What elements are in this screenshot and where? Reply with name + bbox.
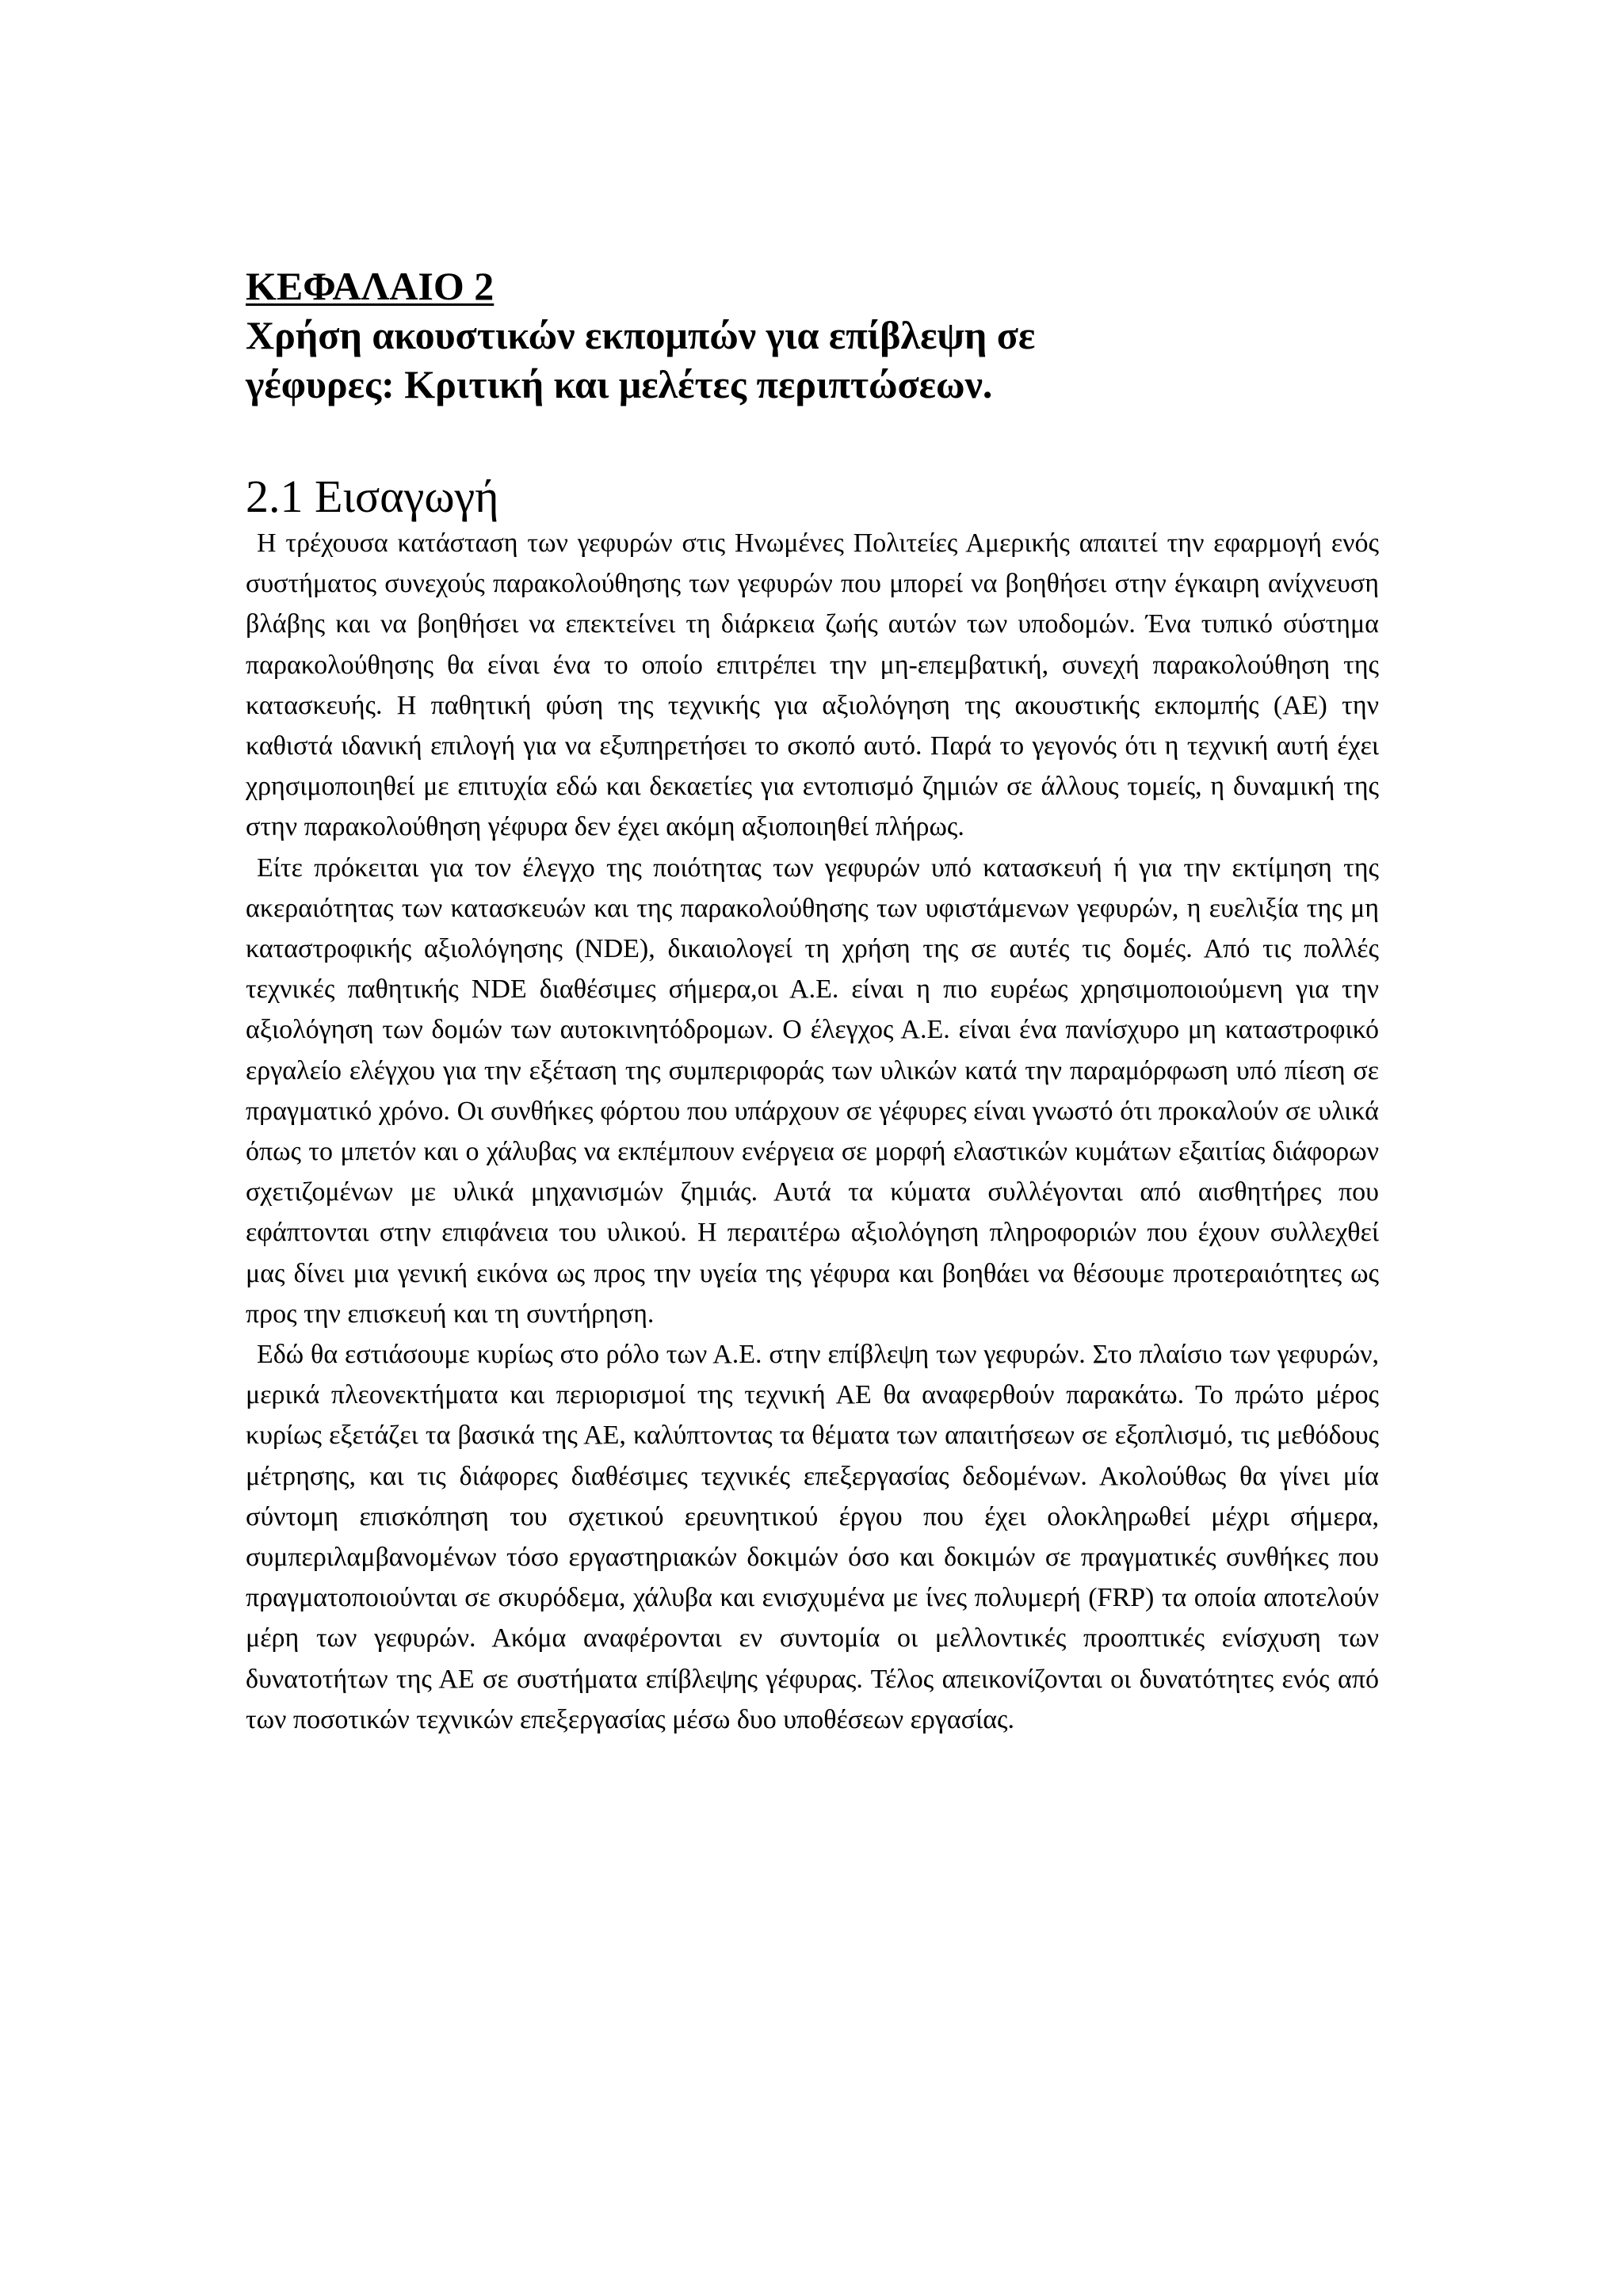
chapter-label: ΚΕΦΑΛΑΙΟ 2	[246, 264, 495, 308]
chapter-title-line-1: Χρήση ακουστικών εκπομπών για επίβλεψη σε	[246, 313, 1036, 357]
page-content	[246, 261, 1379, 1740]
paragraph-2: Είτε πρόκειται για τον έλεγχο της ποιότητας των γεφυρών υπό κατασκευή ή για την εκτίμηση της ακεραιότητας των κατασκευών και της παρακολούθησης των υφιστάμενων γεφυρών, η ευελιξία της μη καταστροφικής αξιολόγησης (NDE), δικαιολογεί τη χρήση της σε αυτές τις δομές. Από τις πολλές τεχνικές παθητικής NDE διαθέσιμες σήμερα,οι Α.Ε. είναι η πιο ευρέως χρησιμοποιούμενη για την αξιολόγηση των δομών των αυτοκινητόδρομων. Ο έλεγχος Α.Ε. είναι ένα πανίσχυρο μη καταστροφικό εργαλείο ελέγχου για την εξέταση της συμπεριφοράς των υλικών κατά την παραμόρφωση υπό πίεση σε πραγματικό χρόνο. Οι συνθήκες φόρτου που υπάρχουν σε γέφυρες είναι γνωστό ότι προκαλούν σε υλικά όπως το μπετόν και ο χάλυβας να εκπέμπουν ενέργεια σε μορφή ελαστικών κυμάτων εξαιτίας διάφορων σχετιζομένων με υλικά μηχανισμών ζημιάς. Αυτά τα κύματα συλλέγονται από αισθητήρες που εφάπτονται στην επιφάνεια του υλικού. Η περαιτέρω αξιολόγηση πληροφοριών που έχουν συλλεχθεί μας δίνει μια γενική εικόνα ως προς την υγεία της γέφυρα και βοηθάει να θέσουμε προτεραιότητες ως προς την επισκευή και τη συντήρηση.	[246, 852, 1379, 1329]
paragraph-3: Εδώ θα εστιάσουμε κυρίως στο ρόλο των Α.Ε. στην επίβλεψη των γεφυρών. Στο πλαίσιο των γεφυρών, μερικά πλεονεκτήματα και περιορισμοί της τεχνική ΑΕ θα αναφερθούν παρακάτω. Το πρώτο μέρος κυρίως εξετάζει τα βασικά της ΑΕ, καλύπτοντας τα θέματα των απαιτήσεων σε εξοπλισμό, τις μεθόδους μέτρησης, και τις διάφορες διαθέσιμες τεχνικές επεξεργασίας δεδομένων. Ακολούθως θα γίνει μία σύντομη επισκόπηση του σχετικού ερευνητικού έργου που έχει ολοκληρωθεί μέχρι σήμερα, συμπεριλαμβανομένων τόσο εργαστηριακών δοκιμών όσο και δοκιμών σε πραγματικές συνθήκες που πραγματοποιούνται σε σκυρόδεμα, χάλυβα και ενισχυμένα με ίνες πολυμερή (FRP) τα οποία αποτελούν μέρη των γεφυρών. Ακόμα αναφέρονται εν συντομία οι μελλοντικές προοπτικές ενίσχυση των δυνατοτήτων της ΑΕ σε συστήματα επίβλεψης γέφυρας. Τέλος απεικονίζονται οι δυνατότητες ενός από των ποσοτικών τεχνικών επεξεργασίας μέσω δυο υποθέσεων εργασίας.	[246, 1340, 1379, 1734]
body-text	[246, 523, 1379, 1740]
chapter-title	[246, 311, 1379, 409]
paragraph-1: Η τρέχουσα κατάσταση των γεφυρών στις Ηνωμένες Πολιτείες Αμερικής απαιτεί την εφαρμογή ενός συστήματος συνεχούς παρακολούθησης των γεφυρών που μπορεί να βοηθήσει στην έγκαιρη ανίχνευση βλάβης και να βοηθήσει να επεκτείνει τη διάρκεια ζωής αυτών των υποδομών. Ένα τυπικό σύστημα παρακολούθησης θα είναι ένα το οποίο επιτρέπει την μη-επεμβατική, συνεχή παρακολούθηση της κατασκευής. Η παθητική φύση της τεχνικής για αξιολόγηση της ακουστικής εκπομπής (ΑΕ) την καθιστά ιδανική επιλογή για να εξυπηρετήσει το σκοπό αυτό. Παρά το γεγονός ότι η τεχνική αυτή έχει χρησιμοποιηθεί με επιτυχία εδώ και δεκαετίες για εντοπισμό ζημιών σε άλλους τομείς, η δυναμική της στην παρακολούθηση γέφυρα δεν έχει ακόμη αξιοποιηθεί πλήρως.	[246, 528, 1379, 842]
chapter-title-line-2: γέφυρες: Κριτική και μελέτες περιπτώσεων.	[246, 362, 993, 406]
section-heading: 2.1 Εισαγωγή	[246, 471, 499, 522]
